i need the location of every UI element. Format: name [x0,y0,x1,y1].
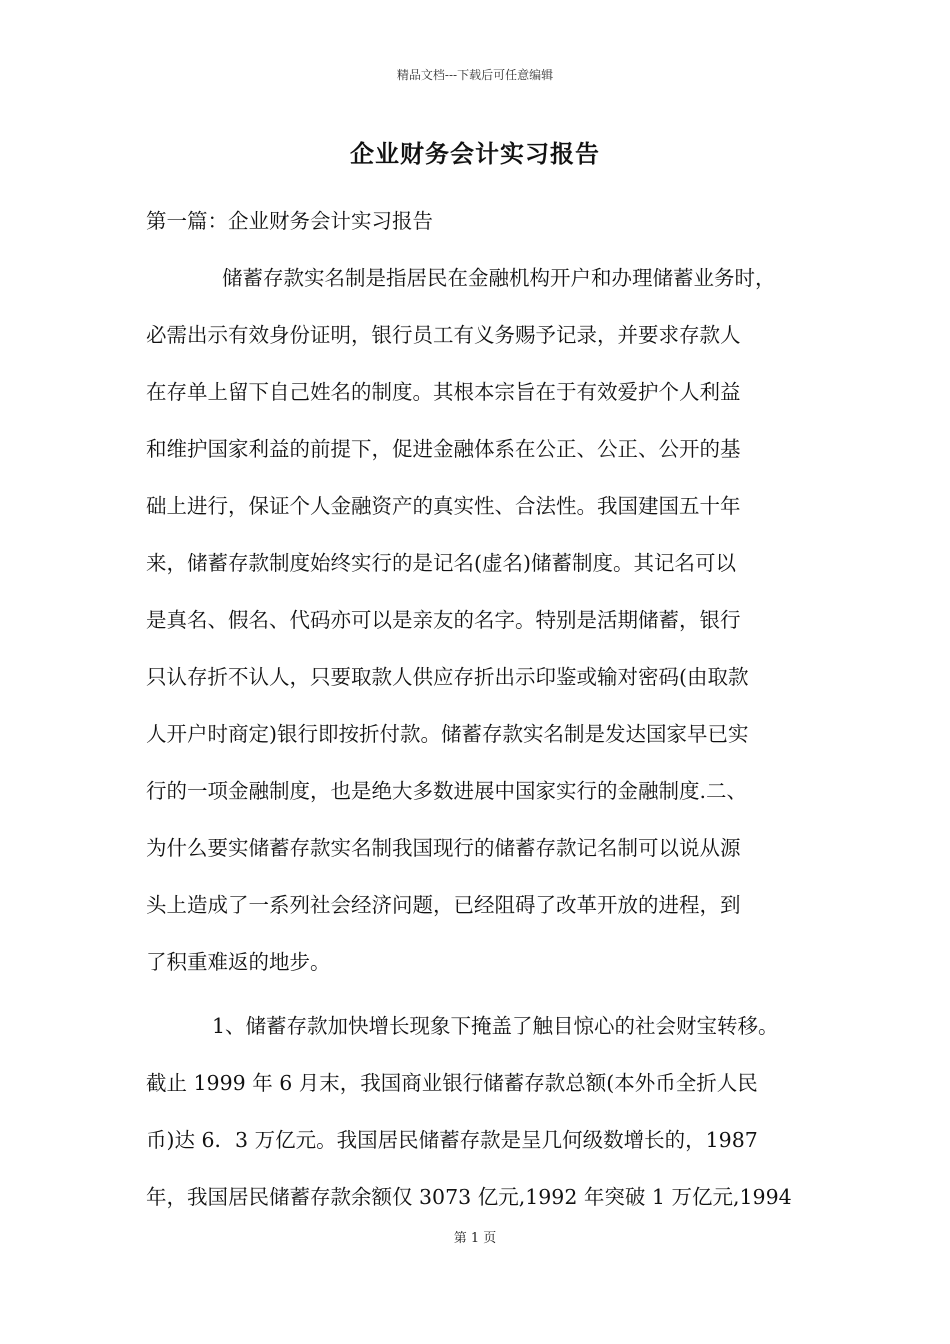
paragraph-line: 年，我国居民储蓄存款余额仅 3073 亿元,1992 年突破 1 万亿元,1994 [146,1185,792,1209]
paragraph-line: 是真名、假名、代码亦可以是亲友的名字。特别是活期储蓄，银行 [146,608,741,632]
paragraph-line: 1、储蓄存款加快增长现象下掩盖了触目惊心的社会财宝转移。 [212,1014,779,1038]
paragraph-line: 在存单上留下自己姓名的制度。其根本宗旨在于有效爱护个人利益 [146,380,741,404]
page-number: 第 1 页 [453,1231,497,1246]
page-header: 精品文档---下载后可任意编辑 [396,68,554,82]
paragraph-line: 只认存折不认人，只要取款人供应存折出示印鉴或输对密码(由取款 [146,665,749,689]
paragraph-line: 为什么要实储蓄存款实名制我国现行的储蓄存款记名制可以说从源 [146,836,741,860]
paragraph-line: 来，储蓄存款制度始终实行的是记名(虚名)储蓄制度。其记名可以 [146,551,736,575]
paragraph-line: 行的一项金融制度，也是绝大多数进展中国家实行的金融制度.二、 [146,779,748,803]
paragraph-line: 币)达 6．3 万亿元。我国居民储蓄存款是呈几何级数增长的，1987 [146,1128,758,1152]
paragraph-line: 必需出示有效身份证明，银行员工有义务赐予记录，并要求存款人 [146,323,741,347]
paragraph-line: 头上造成了一系列社会经济问题，已经阻碍了改革开放的进程，到 [146,893,741,917]
document-title: 企业财务会计实习报告 [350,139,600,168]
paragraph-line: 础上进行，保证个人金融资产的真实性、合法性。我国建国五十年 [146,494,741,518]
paragraph-line: 了积重难返的地步。 [146,950,331,974]
paragraph-line: 人开户时商定)银行即按折付款。储蓄存款实名制是发达国家早已实 [146,722,749,746]
paragraph-line: 截止 1999 年 6 月末，我国商业银行储蓄存款总额(本外币全折人民 [146,1071,758,1095]
paragraph-line: 储蓄存款实名制是指居民在金融机构开户和办理储蓄业务时， [222,266,776,290]
section-heading: 第一篇：企业财务会计实习报告 [146,209,433,233]
paragraph-line: 和维护国家利益的前提下，促进金融体系在公正、公正、公开的基 [146,437,741,461]
